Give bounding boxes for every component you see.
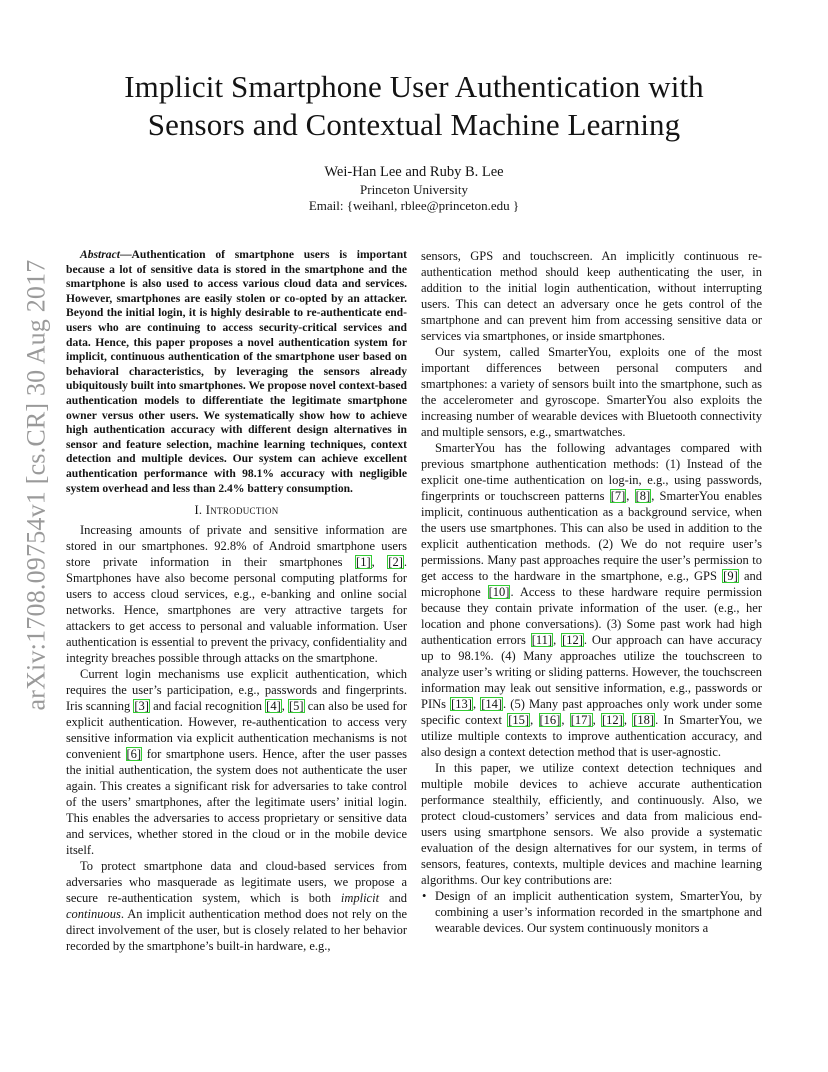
left-column [66, 248, 407, 954]
text-run: , [592, 713, 601, 727]
citation-link[interactable]: [5] [289, 699, 304, 714]
author-names: Wei-Han Lee and Ruby B. Lee [324, 164, 504, 180]
section-number: I. [194, 503, 206, 518]
paragraph [66, 666, 407, 858]
author-email: Email: {weihanl, rblee@princeton.edu } [308, 198, 520, 213]
arxiv-identifier: arXiv:1708.09754v1 [cs.CR] 30 Aug 2017 [22, 259, 51, 711]
citation-link[interactable]: [8] [635, 489, 651, 503]
paragraph: sensors, GPS and touchscreen. An implicitly continuous re-authentication method should keep authenticating the user, in addition to the initial login authentication, without interrupting users. This can detect an adversary once he gets control of the smartphone and can prevent him from accessing sensitive data or services via smartphones, or inside smartphones. [421, 249, 762, 343]
text-run: , [281, 699, 289, 714]
text-run: and microphone [421, 569, 762, 599]
text-run: . Smartphones have also become personal computing platforms for users to access cloud services, e.g., e-banking and online social networks. Hence, smartphones are very attractive targets for attackers to get access to personal and valuable information. User authentication is essential to prevent the privacy, confidentiality and integrity breaches possible through attacks on the smartphone. [66, 555, 407, 666]
arxiv-stamp [21, 250, 53, 720]
citation-link[interactable]: [10] [488, 585, 510, 599]
paragraph [421, 440, 762, 760]
text-run: , [530, 713, 539, 727]
text-run: , [623, 713, 633, 727]
list-item [421, 888, 762, 936]
citation-link[interactable]: [17] [570, 713, 592, 727]
text-run: , SmarterYou enables implicit, continuous authentication as a background service, when the users use smartphones. This can also be used in addition to the explicit authentication methods. (2) We do not require user’s permissions. Many past approaches require the user’s permission to get access to the hardware in the smartphone, e.g., GPS [421, 489, 763, 583]
citation-link[interactable]: [14] [481, 697, 503, 711]
text-run: . Access to these hardware require permission because they contain private information of the user. (e.g., her location and phone conversations). (3) Some past work had high authentication errors [421, 585, 762, 647]
text-run: and [379, 891, 407, 906]
emphasis: continuous [66, 907, 121, 922]
text-run: . (5) Many past approaches only work under some specific context [421, 697, 762, 727]
title-line-1: Implicit Smartphone User Authentication with [124, 69, 704, 104]
citation-link[interactable]: [12] [562, 633, 583, 647]
text-run: . An implicit authentication method does not rely on the direct involvement of the user, but is closely related to her behavior recorded by the smartphone’s built-in hardware, e.g., [66, 907, 407, 954]
paragraph [66, 522, 407, 666]
text-run: Increasing amounts of private and sensitive information are stored in our smartphones. 92.8% of Android smartphone users store private information in their smartphones [66, 523, 407, 570]
section-heading-introduction [66, 502, 407, 518]
citation-link[interactable]: [13] [451, 697, 472, 711]
bullet-icon: • [422, 889, 427, 903]
author-affiliation: Princeton University [360, 182, 468, 197]
paragraph: Our system, called SmarterYou, exploits one of the most important differences between personal computers and smartphones: a variety of sensors built into the smartphone, such as the accelerometer and gyroscope. SmarterYou also exploits the increasing number of wearable devices with Bluetooth connectivity and multiple sensors, e.g., smartwatches. [421, 345, 762, 439]
text-run: . In SmarterYou, we utilize multiple contexts to improve authentication accuracy, and also design a context detection method that is user-agnostic. [421, 713, 763, 759]
citation-link[interactable]: [15] [508, 713, 530, 727]
text-run: , [553, 633, 562, 647]
citation-link[interactable]: [7] [610, 489, 626, 503]
citation-link[interactable]: [2] [388, 555, 403, 570]
emphasis: implicit [340, 891, 380, 906]
paragraph [66, 858, 407, 954]
text-run: and facial recognition [149, 699, 266, 714]
abstract-label: Abstract [80, 248, 120, 261]
citation-link[interactable]: [9] [723, 569, 738, 583]
text-run: for smartphone users. Hence, after the user passes the initial authentication, the system does not authenticate the user again. This creates a significant risk for adversaries to take control of the users’ smartphones, after the legitimate users’ initial login. This enables the adversaries to access proprietary or sensitive data and services, whether stored in the cloud or in the mobile device itself. [66, 747, 407, 858]
citation-link[interactable]: [18] [633, 713, 655, 727]
list-item-text: Design of an implicit authentication system, SmarterYou, by combining a user’s information recorded in the smartphone and wearable devices. Our system continuously monitors a [435, 889, 762, 935]
paper-title [80, 68, 748, 144]
right-column [421, 248, 762, 936]
paragraph: In this paper, we utilize context detection techniques and multiple mobile devices to achieve accurate authentication performance stealthily, efficiently, and continuously. Also, we protect cloud-customers’ services and data from malicious end-users using smartphone sensors. We also provide a systematic evaluation of the design alternatives for our system, in terms of sensors, features, contexts, multiple devices and machine learning algorithms. Our key contributions are: [421, 761, 762, 887]
citation-link[interactable]: [16] [539, 713, 561, 727]
text-run: can also be used for explicit authentication. However, re-authentication to access very sensitive information via explicit authentication mechanisms is not convenient [66, 699, 407, 762]
text-run: To protect smartphone data and cloud-based services from adversaries who masquerade as legitimate users, we propose a secure re-authentication system, which is both [66, 859, 407, 906]
abstract [66, 248, 407, 496]
citation-link[interactable]: [3] [134, 699, 149, 714]
text-run: , [472, 697, 481, 711]
citation-link[interactable]: [12] [602, 713, 623, 727]
citation-link[interactable]: [11] [531, 633, 553, 647]
section-title: Introduction [205, 503, 279, 518]
text-run: , [561, 713, 570, 727]
text-run: . Our approach can have accuracy up to 98.1%. (4) Many approaches utilize the touchscreen to analyze user’s writing or sliding patterns. However, the touchscreen information may leak out sensitive information, e.g., passwords or PINs [421, 633, 763, 711]
text-run: , [626, 489, 635, 503]
title-line-2: Sensors and Contextual Machine Learning [147, 107, 681, 142]
contributions-list [421, 888, 762, 936]
citation-link[interactable]: [1] [356, 555, 371, 570]
text-run: , [371, 555, 388, 570]
citation-link[interactable]: [6] [126, 747, 142, 762]
text-run: Current login mechanisms use explicit authentication, which requires the user’s participation, e.g., passwords and fingerprints. Iris scanning [66, 667, 407, 714]
abstract-text: —Authentication of smartphone users is important because a lot of sensitive data is stored in the smartphone and the smartphone is also used to access various cloud data and services. However, smartphones are easily stolen or co-opted by an attacker. Beyond the initial login, it is highly desirable to re-authenticate end-users who are continuing to access security-critical services and data. Hence, this paper proposes a novel authentication system for implicit, continuous authentication of the smartphone user based on behavioral characteristics, by leveraging the sensors already ubiquitously built into smartphones. We propose novel context-based authentication models to differentiate the legitimate smartphone owner versus other users. We systematically show how to achieve high authentication accuracy with different design alternatives in sensor and feature selection, machine learning techniques, context detection and multiple devices. Our system can achieve excellent authentication performance with 98.1% accuracy with negligible system overhead and less than 2.4% battery consumption. [66, 248, 408, 495]
citation-link[interactable]: [4] [266, 699, 281, 714]
text-run: SmarterYou has the following advantages compared with previous smartphone authentication methods: (1) Instead of the explicit one-time authentication on log-in, e.g., using passwords, fingerprints or touchscreen patterns [421, 441, 762, 503]
